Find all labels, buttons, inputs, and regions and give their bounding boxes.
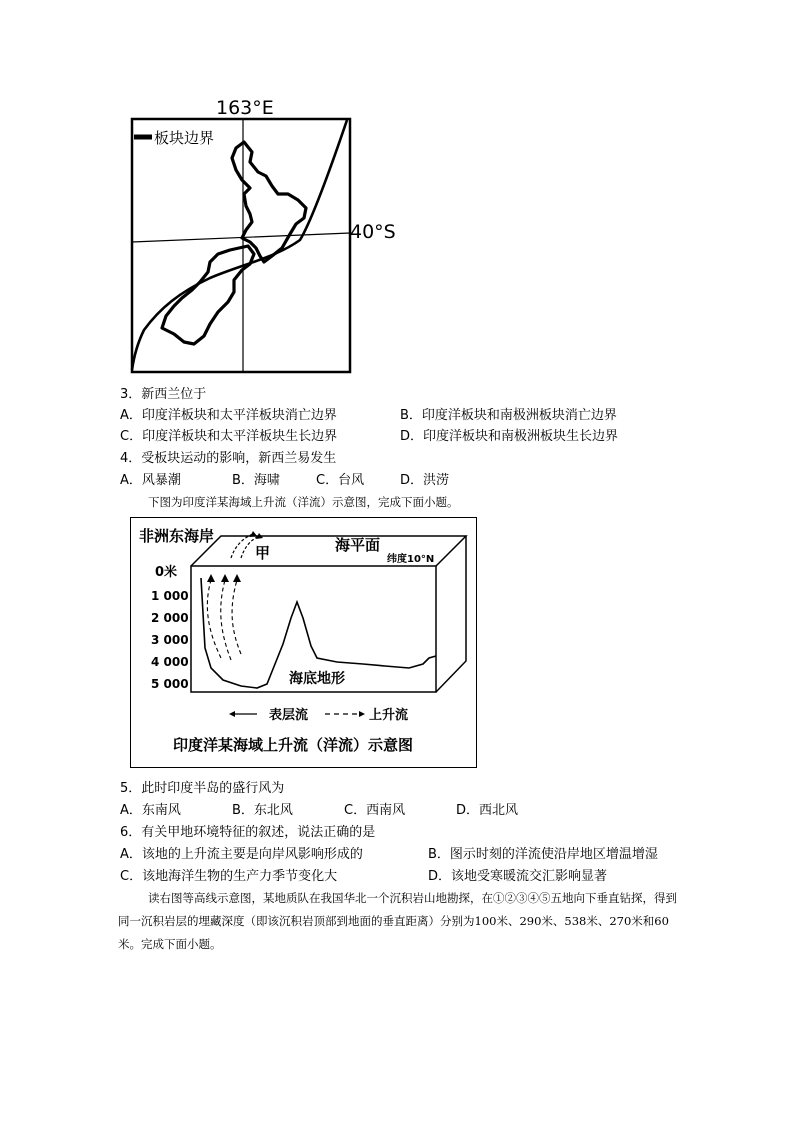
q3-stem: 3．新西兰位于 bbox=[120, 387, 207, 402]
q3-option-c[interactable]: C．印度洋板块和太平洋板块生长边界 bbox=[120, 429, 338, 444]
q4-option-b[interactable]: B．海啸 bbox=[232, 473, 280, 488]
map-frame bbox=[132, 119, 350, 372]
depth-label-1000: 1 000 bbox=[151, 589, 189, 603]
q6-option-a[interactable]: A．该地的上升流主要是向岸风影响形成的 bbox=[120, 847, 363, 862]
depth-label-2000: 2 000 bbox=[151, 611, 189, 625]
longitude-label: 163°E bbox=[216, 97, 274, 119]
q5-stem: 5．此时印度半岛的盛行风为 bbox=[120, 781, 285, 796]
diagram-caption: 印度洋某海域上升流（洋流）示意图 bbox=[173, 736, 414, 754]
q5-option-b[interactable]: B．东北风 bbox=[232, 803, 293, 818]
q6-option-c[interactable]: C．该地海洋生物的生产力季节变化大 bbox=[120, 869, 338, 884]
latitude-label: 40°S bbox=[350, 221, 396, 243]
point-jia-label: 甲 bbox=[255, 544, 271, 562]
plate-boundary bbox=[132, 120, 347, 370]
plate-map-svg bbox=[100, 90, 410, 380]
depth-label-5000: 5 000 bbox=[151, 677, 189, 691]
seabed-label: 海底地形 bbox=[289, 671, 345, 687]
depth-label-3000: 3 000 bbox=[151, 633, 189, 647]
q5-option-d[interactable]: D．西北风 bbox=[456, 803, 519, 818]
legend-label: 板块边界 bbox=[154, 129, 215, 147]
q4-option-a[interactable]: A．风暴潮 bbox=[120, 473, 181, 488]
q5-option-c[interactable]: C．西南风 bbox=[344, 803, 406, 818]
q6-option-d[interactable]: D．该地受寒暖流交汇影响显著 bbox=[428, 869, 608, 884]
q4-option-c[interactable]: C．台风 bbox=[316, 473, 365, 488]
top-arrow-1 bbox=[231, 534, 253, 558]
legend-upwelling-label: 上升流 bbox=[369, 708, 409, 723]
coast-label: 非洲东海岸 bbox=[139, 527, 215, 545]
south-island bbox=[162, 246, 254, 344]
q3-option-b[interactable]: B．印度洋板块和南极洲板块消亡边界 bbox=[400, 408, 617, 423]
upwelling-arrow-1 bbox=[207, 580, 221, 658]
depth-label-0: 0米 bbox=[155, 565, 178, 580]
upwelling-arrow-3 bbox=[232, 580, 241, 654]
latitude-label-diagram: 纬度10°N bbox=[387, 554, 435, 565]
q3-option-a[interactable]: A．印度洋板块和太平洋板块消亡边界 bbox=[120, 408, 337, 423]
contour-intro: 读右图等高线示意图，某地质队在我国华北一个沉积岩山地勘探，在①②③④⑤五地向下垂直钻探，得到同一沉积岩层的埋藏深度（即该沉积岩顶部到地面的垂直距离）分别为100米、290米、538米、270米和60米。完成下面小题。 bbox=[118, 891, 677, 951]
depth-label-4000: 4 000 bbox=[151, 655, 189, 669]
q4-stem: 4．受板块运动的影响，新西兰易发生 bbox=[120, 451, 337, 466]
q6-option-b[interactable]: B．图示时刻的洋流使沿岸地区增温增湿 bbox=[428, 847, 658, 862]
q5-option-a[interactable]: A．东南风 bbox=[120, 803, 181, 818]
upwelling-diagram-svg bbox=[131, 518, 478, 769]
upwelling-intro: 下图为印度洋某海域上升流（洋流）示意图，完成下面小题。 bbox=[148, 495, 459, 509]
q3-option-d[interactable]: D．印度洋板块和南极洲板块生长边界 bbox=[400, 429, 619, 444]
top-arrow-head-1 bbox=[250, 531, 257, 537]
sea-level-label: 海平面 bbox=[335, 536, 381, 554]
legend-surface-label: 表层流 bbox=[269, 708, 309, 723]
upwelling-diagram bbox=[130, 517, 477, 768]
q4-option-d[interactable]: D．洪涝 bbox=[400, 473, 450, 488]
upwelling-arrow-2 bbox=[221, 580, 231, 660]
q6-stem: 6．有关甲地环境特征的叙述，说法正确的是 bbox=[120, 825, 376, 840]
block-right-face bbox=[436, 536, 466, 692]
plate-map bbox=[100, 90, 410, 380]
